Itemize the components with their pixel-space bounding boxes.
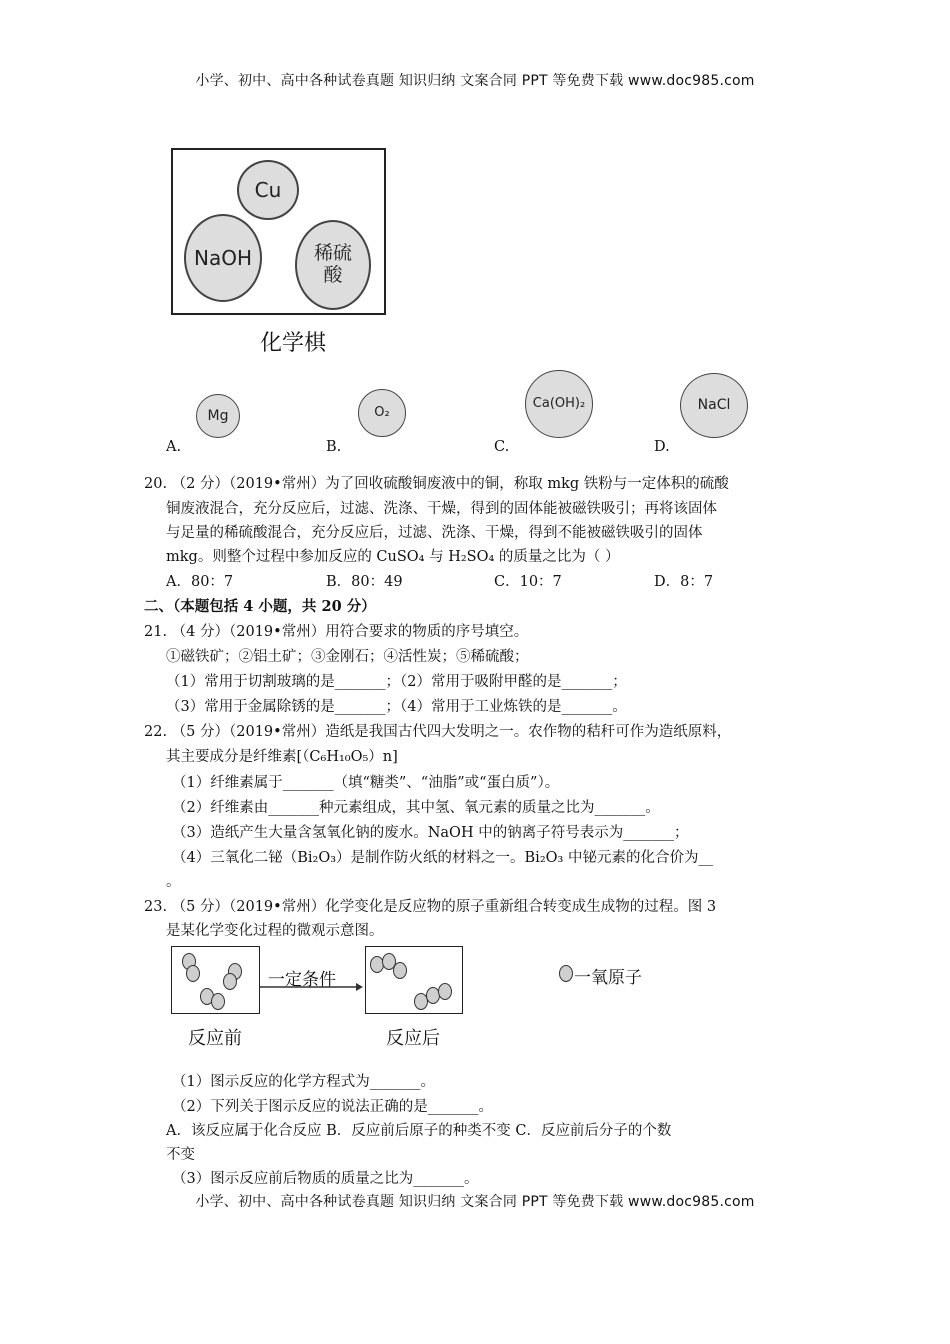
- option-label-a: A.: [166, 439, 182, 455]
- q20-line-1: 20. （2 分）（2019•常州）为了回收硫酸铜废液中的铜，称取 mkg 铁粉与一定体积的硫酸: [144, 476, 729, 492]
- q20-line-2: 铜废液混合，充分反应后，过滤、洗涤、干燥，得到的固体能被磁铁吸引；再将该固体: [166, 501, 717, 517]
- q22-line-3: （1）纤维素属于_______（填“糖类”、“油脂”或“蛋白质”）。: [172, 775, 560, 791]
- atom: [438, 983, 452, 1000]
- arrow-condition: 一定条件: [268, 970, 336, 990]
- q21-line-3: （1）常用于切割玻璃的是_______；（2）常用于吸附甲醛的是_______；: [166, 674, 627, 690]
- reaction-arrow-icon: [260, 980, 364, 994]
- chess-circle-cu: Cu: [237, 160, 299, 220]
- q23-question-2-options: A．该反应属于化合反应 B．反应前后原子的种类不变 C．反应前后分子的个数: [166, 1123, 672, 1139]
- q22-line-2: 其主要成分是纤维素[（C₆H₁₀O₅）n]: [166, 749, 398, 765]
- chess-circle-dilute-acid: 稀硫酸: [295, 220, 371, 310]
- chess-caption: 化学棋: [260, 331, 327, 356]
- q21-line-2: ①磁铁矿；②铝土矿；③金刚石；④活性炭；⑤稀硫酸；: [166, 649, 529, 665]
- atom: [223, 973, 237, 990]
- chess-circle-naoh: NaOH: [184, 214, 262, 302]
- option-circle-a: Mg: [196, 394, 240, 438]
- q23-line-2: 是某化学变化过程的微观示意图。: [166, 923, 384, 939]
- q20-option-b: B．80：49: [326, 574, 403, 590]
- q22-line-7: 。: [166, 874, 181, 890]
- q22-line-4: （2）纤维素由_______种元素组成，其中氢、氧元素的质量之比为_______。: [172, 800, 660, 816]
- q23-question-1: （1）图示反应的化学方程式为_______。: [172, 1074, 435, 1090]
- q22-line-6: （4）三氧化二铋（Bi₂O₃）是制作防火纸的材料之一。Bi₂O₃ 中铋元素的化合价为__: [172, 850, 713, 866]
- option-circle-b: O₂: [358, 389, 406, 437]
- option-circle-c: Ca(OH)₂: [525, 370, 593, 438]
- atom: [186, 965, 200, 982]
- atom: [211, 993, 225, 1010]
- option-circle-d: NaCl: [680, 373, 748, 438]
- q23-question-2-options-cont: 不变: [166, 1147, 195, 1163]
- section-2-title: 二、（本题包括 4 小题，共 20 分）: [144, 598, 376, 615]
- before-label: 反应前: [188, 1028, 242, 1049]
- option-label-b: B.: [326, 439, 342, 455]
- after-label: 反应后: [386, 1028, 440, 1049]
- q20-option-d: D．8：7: [654, 574, 714, 590]
- atom: [393, 962, 407, 979]
- q20-option-c: C．10：7: [494, 574, 562, 590]
- legend-label: 一氧原子: [574, 968, 642, 988]
- q21-line-4: （3）常用于金属除锈的是_______；（4）常用于工业炼铁的是_______。: [166, 699, 627, 715]
- q20-line-3: 与足量的稀硫酸混合，充分反应后，过滤、洗涤、干燥，得到不能被磁铁吸引的固体: [166, 525, 703, 541]
- legend-oxygen-atom-icon: [559, 965, 573, 982]
- option-label-d: D.: [654, 439, 670, 455]
- q21-line-1: 21. （4 分）（2019•常州）用符合要求的物质的序号填空。: [144, 624, 529, 640]
- q23-question-2: （2）下列关于图示反应的说法正确的是_______。: [172, 1099, 493, 1115]
- q23-line-1: 23. （5 分）（2019•常州）化学变化是反应物的原子重新组合转变成生成物的过程。图 3: [144, 899, 717, 915]
- page-header: 小学、初中、高中各种试卷真题 知识归纳 文案合同 PPT 等免费下载 www.doc985.com: [195, 73, 755, 89]
- q23-question-3: （3）图示反应前后物质的质量之比为_______。: [172, 1171, 479, 1187]
- q22-line-1: 22. （5 分）（2019•常州）造纸是我国古代四大发明之一。农作物的秸秆可作为造纸原料，: [144, 724, 732, 740]
- option-label-c: C.: [494, 439, 510, 455]
- q20-option-a: A．80：7: [166, 574, 234, 590]
- q22-line-5: （3）造纸产生大量含氢氧化钠的废水。NaOH 中的钠离子符号表示为_______；: [172, 825, 689, 841]
- page-footer: 小学、初中、高中各种试卷真题 知识归纳 文案合同 PPT 等免费下载 www.doc985.com: [195, 1194, 755, 1210]
- q20-line-4: mkg。则整个过程中参加反应的 CuSO₄ 与 H₂SO₄ 的质量之比为（ ）: [166, 549, 620, 565]
